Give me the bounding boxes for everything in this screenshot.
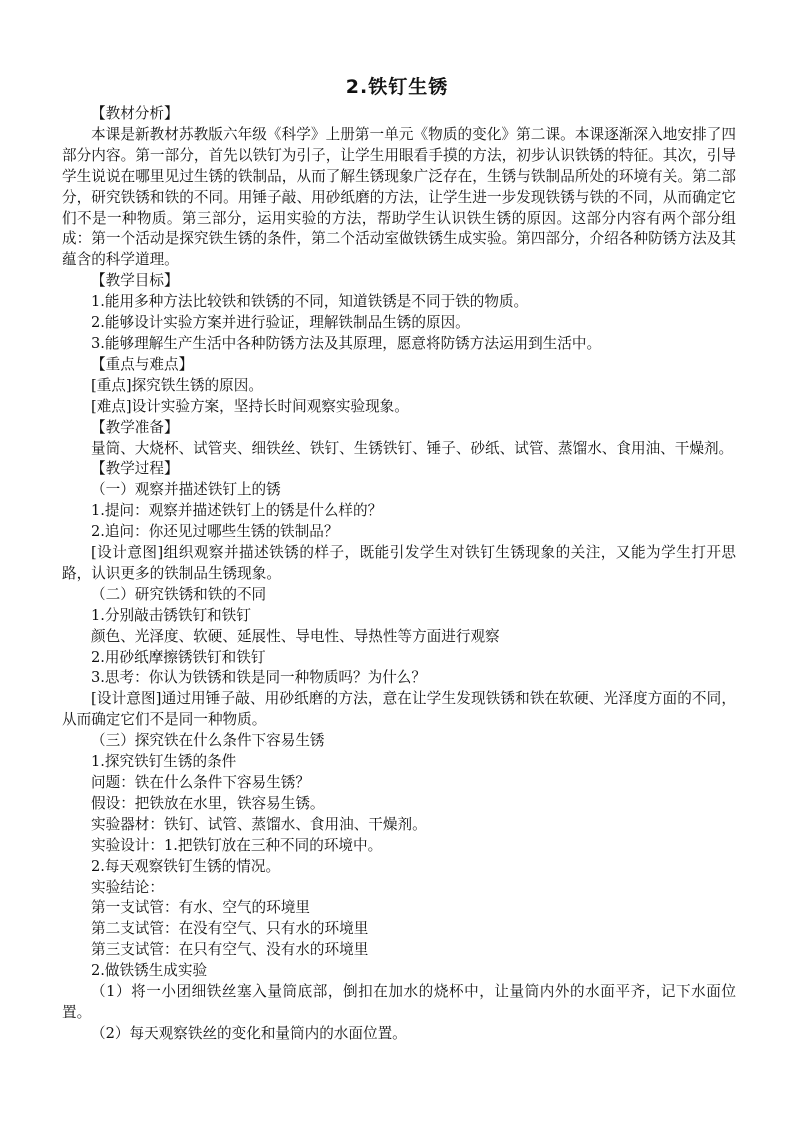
paragraph: [重点]探究铁生锈的原因。 (91, 376, 263, 394)
paragraph: （1）将一小团细铁丝塞入量筒底部，倒扣在加水的烧杯中，让量筒内外的水面平齐，记下水面位置。 (62, 983, 736, 1021)
paragraph: （一）观察并描述铁钉上的锈 (91, 481, 281, 499)
paragraph: 实验结论： (91, 878, 164, 896)
paragraph: 实验器材：铁钉、试管、蒸馏水、食用油、干燥剂。 (91, 815, 427, 833)
paragraph: 量筒、大烧杯、试管夹、细铁丝、铁钉、生锈铁钉、锤子、砂纸、试管、蒸馏水、食用油、干燥剂。 (91, 439, 734, 457)
section-heading: 【教学过程】 (91, 460, 179, 478)
paragraph: [设计意图]通过用锤子敲、用砂纸磨的方法，意在让学生发现铁锈和铁在软硬、光泽度方面的不同，从而确定它们不是同一种物质。 (62, 690, 736, 729)
paragraph: 3.思考：你认为铁锈和铁是同一种物质吗？为什么？ (91, 669, 426, 687)
paragraph: 1.探究铁钉生锈的条件 (91, 753, 237, 771)
paragraph: 2.每天观察铁钉生锈的情况。 (91, 857, 281, 875)
paragraph: 问题：铁在什么条件下容易生锈？ (91, 774, 310, 791)
paragraph: 3.能够理解生产生活中各种防锈方法及其原理，愿意将防锈方法运用到生活中。 (91, 334, 602, 352)
paragraph: 本课是新教材苏教版六年级《科学》上册第一单元《物质的变化》第二课。本课逐渐深入地安排了四部分内容。第一部分，首先以铁钉为引子，让学生用眼看手摸的方法，初步认识铁锈的特征。其次，引导学生说说在哪里见过生锈的铁制品，从而了解生锈现象广泛存在，生锈与铁制品所处的环境有关。第二部分，研究铁锈和铁的不同。用锤子敲、用砂纸磨的方法，让学生进一步发现铁锈与铁的不同，从而确定它们不是一种物质。第三部分，运用实验的方法，帮助学生认识铁生锈的原因。这部分内容有两个部分组成：第一个活动是探究铁生锈的条件，第二个活动室做铁锈生成实验。第四部分，介绍各种防锈方法及其蕴含的科学道理。 (62, 125, 736, 269)
paragraph: 颜色、光泽度、软硬、延展性、导电性、导热性等方面进行观察 (91, 627, 500, 645)
document-body (62, 104, 736, 1045)
paragraph: 第一支试管：有水、空气的环境里 (91, 899, 310, 917)
section-heading: 【教学目标】 (91, 272, 179, 290)
paragraph: 2.能够设计实验方案并进行验证，理解铁制品生锈的原因。 (91, 314, 470, 332)
section-heading: 【重点与难点】 (91, 355, 194, 373)
section-heading: 【教材分析】 (91, 105, 179, 122)
paragraph: （三）探究铁在什么条件下容易生锈 (91, 732, 325, 750)
section-heading: 【教学准备】 (91, 418, 179, 436)
paragraph: 1.提问：观察并描述铁钉上的锈是什么样的？ (91, 502, 383, 520)
document-title: 2.铁钉生锈 (345, 76, 449, 98)
paragraph: 2.用砂纸摩擦锈铁钉和铁钉 (91, 648, 266, 666)
paragraph: （2）每天观察铁丝的变化和量筒内的水面位置。 (91, 1024, 407, 1042)
paragraph: （二）研究铁锈和铁的不同 (91, 585, 267, 603)
paragraph: [设计意图]组织观察并描述铁锈的样子，既能引发学生对铁钉生锈现象的关注，又能为学生打开思路，认识更多的铁制品生锈现象。 (62, 544, 736, 582)
paragraph: 假设：把铁放在水里，铁容易生锈。 (91, 794, 325, 812)
paragraph: 1.能用多种方法比较铁和铁锈的不同，知道铁锈是不同于铁的物质。 (91, 293, 529, 311)
paragraph: 第二支试管：在没有空气、只有水的环境里 (91, 920, 369, 938)
paragraph: 实验设计：1.把铁钉放在三种不同的环境中。 (91, 836, 383, 854)
paragraph: 2.追问：你还见过哪些生锈的铁制品？ (91, 523, 339, 541)
paragraph: 1.分别敲击锈铁钉和铁钉 (91, 606, 251, 624)
paragraph: 2.做铁锈生成实验 (91, 962, 208, 980)
paragraph: [难点]设计实验方案，坚持长时间观察实验现象。 (91, 397, 409, 415)
paragraph: 第三支试管：在只有空气、没有水的环境里 (91, 941, 369, 959)
